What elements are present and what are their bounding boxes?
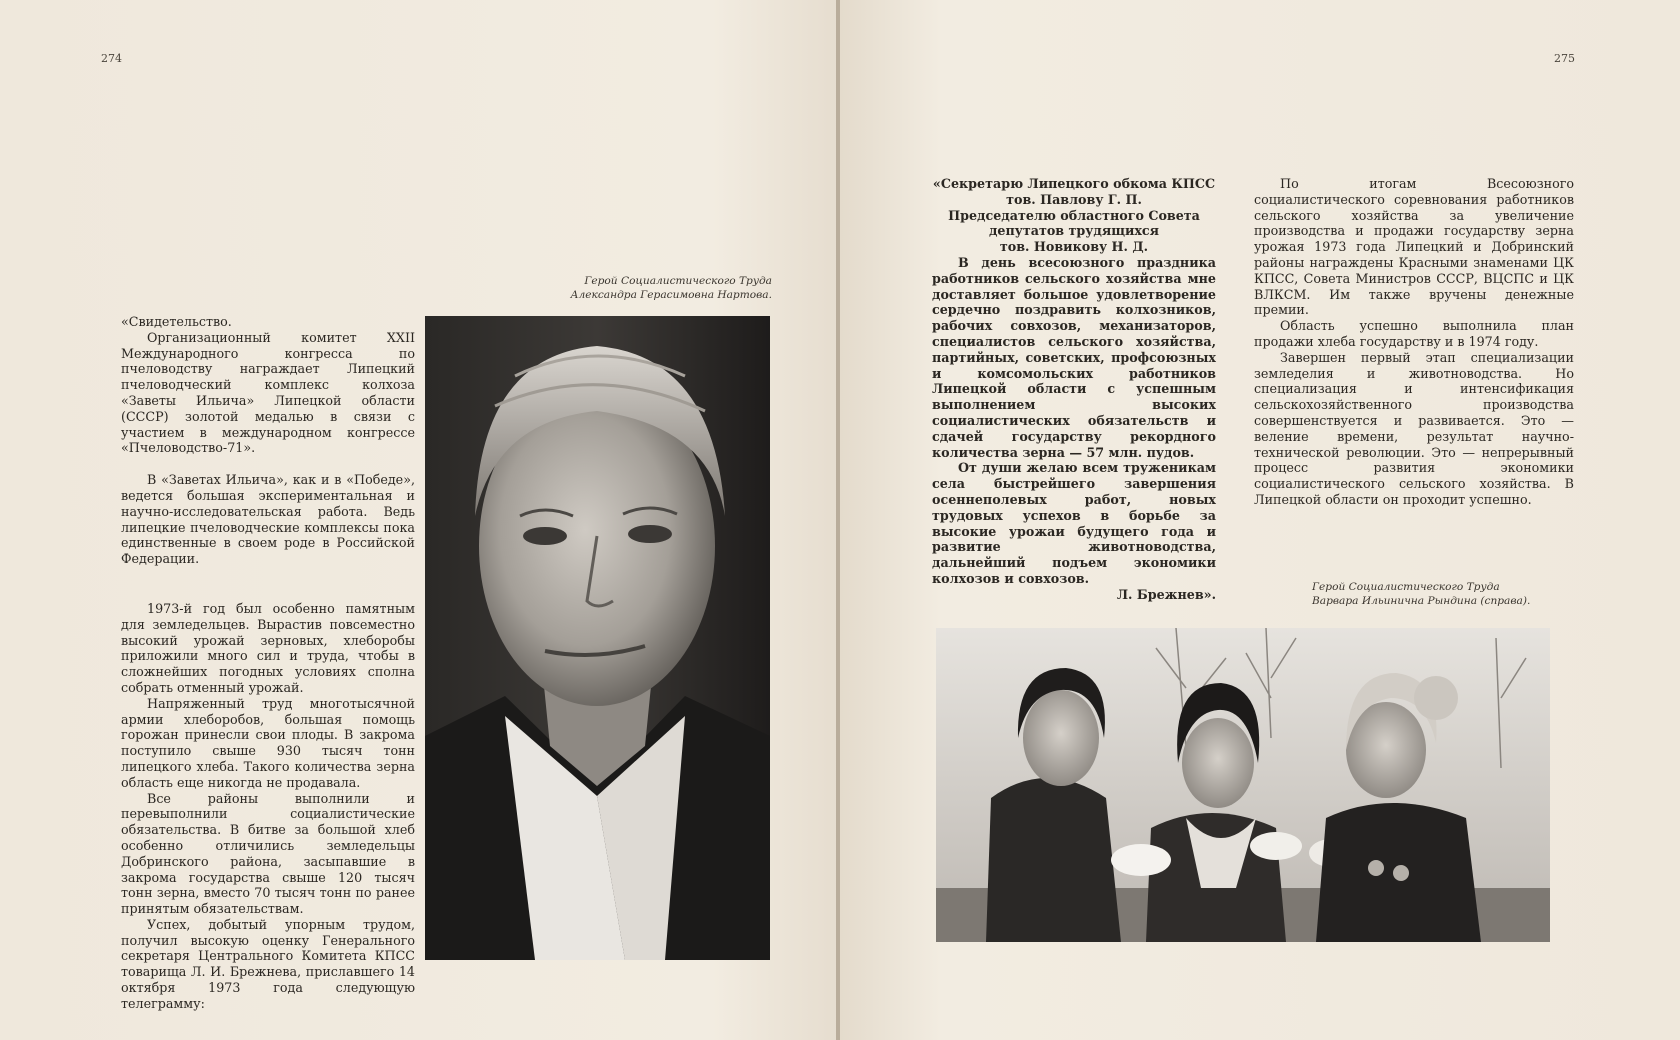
- telegram-column: [932, 176, 1216, 603]
- caption-line: Варвара Ильинична Рындина (справа).: [1312, 595, 1531, 607]
- caption-line: Александра Герасимовна Нартова.: [570, 289, 772, 301]
- group-photo: [936, 628, 1550, 942]
- caption-line: Герой Социалистического Труда: [584, 275, 772, 287]
- page-number: 275: [1554, 52, 1575, 65]
- paragraph: Успех, добытый упорным трудом, получил высокую оценку Генерального секретаря Центрального Комитета КПСС товарища Л. И. Брежнева, приславшего 14 октября 1973 года следующую телеграмму:: [121, 916, 415, 1011]
- telegram-header-line: Председателю областного Совета: [948, 207, 1200, 223]
- text-column: [1254, 176, 1574, 508]
- paragraph: В «Заветах Ильича», как и в «Победе», ведется большая экспериментальная и научно-исследовательская работа. Ведь липецкие пчеловодческие комплексы пока единственные в своем роде в Российской Федерации.: [121, 472, 415, 567]
- photo-caption: [1312, 580, 1572, 608]
- telegram-header-line: тов. Новикову Н. Д.: [999, 239, 1149, 255]
- caption-line: Герой Социалистического Труда: [1312, 581, 1500, 593]
- portrait-image: [425, 316, 770, 960]
- paragraph: Все районы выполнили и перевыполнили социалистические обязательства. В битве за большой хлеб особенно отличились земледельцы Добринского района, засыпавшие в закрома государства свыше 120 тысяч тонн зерна, вместо 70 тысяч тонн по ранее принятым обязательствам.: [121, 790, 415, 917]
- text-column: [121, 314, 415, 1012]
- telegram-header-line: «Секретарю Липецкого обкома КПСС: [932, 176, 1216, 191]
- paragraph: Завершен первый этап специализации земледелия и животноводства. Но специализация и интенсификация сельскохозяйственного производства совершенствуется и развивается. Это — веление времени, результат научно-технической революции. Это — непрерывный процесс развития экономики социалистического сельского хозяйства. В Липецкой области он проходит успешно.: [1254, 349, 1574, 507]
- paragraph: 1973-й год был особенно памятным для земледельцев. Вырастив повсеместно высокий урожай зерновых, хлеборобы приложили много сил и труда, чтобы в сложнейших погодных условиях сполна собрать отменный урожай.: [121, 600, 415, 695]
- paragraph: Организационный комитет XXII Международного конгресса по пчеловодству награждает Липецкий пчеловодческий комплекс колхоза «Заветы Ильича» Липецкой области (СССР) золотой медалью в связи с участием в международном конгрессе «Пчеловодство-71».: [121, 329, 415, 456]
- group-image: [936, 628, 1550, 942]
- telegram-header-line: тов. Павлову Г. П.: [1006, 191, 1142, 207]
- portrait-photo: [425, 316, 770, 960]
- telegram-header-line: депутатов трудящихся: [988, 223, 1160, 239]
- telegram-paragraph: В день всесоюзного праздника работников сельского хозяйства мне доставляет большое удовлетворение сердечно поздравить колхозников, рабочих совхозов, механизаторов, специалистов сельского хозяйства, партийных, советских, профсоюзных и комсомольских работников Липецкой области с успешным выполнением высоких социалистических обязательств и сдачей государству рекордного количества зерна — 57 млн. пудов.: [932, 254, 1216, 460]
- telegram-signature: Л. Брежнев».: [1116, 586, 1216, 602]
- paragraph: По итогам Всесоюзного социалистического соревнования работников сельского хозяйства за увеличение производства и продажи государству зерна урожая 1973 года Липецкий и Добринский районы награждены Красными знаменами ЦК КПСС, Совета Министров СССР, ВЦСПС и ЦК ВЛКСМ. Им также вручены денежные премии.: [1254, 176, 1574, 318]
- paragraph: Напряженный труд многотысячной армии хлеборобов, большая помощь горожан принесли свои плоды. В закрома поступило свыше 930 тысяч тонн липецкого хлеба. Такого количества зерна область еще никогда не продавала.: [121, 695, 415, 790]
- telegram-paragraph: От души желаю всем труженикам села быстрейшего завершения осеннеполевых работ, новых трудовых успехов в борьбе за высокие урожаи будущего года и развитие животноводства, дальнейший подъем экономики колхозов и совхозов.: [932, 460, 1216, 586]
- right-page: [840, 0, 1680, 1040]
- page-number: 274: [101, 52, 122, 65]
- paragraph: Область успешно выполнила план продажи хлеба государству и в 1974 году.: [1254, 318, 1574, 349]
- photo-caption: [540, 274, 772, 302]
- paragraph: «Свидетельство.: [121, 314, 232, 329]
- left-page: [0, 0, 838, 1040]
